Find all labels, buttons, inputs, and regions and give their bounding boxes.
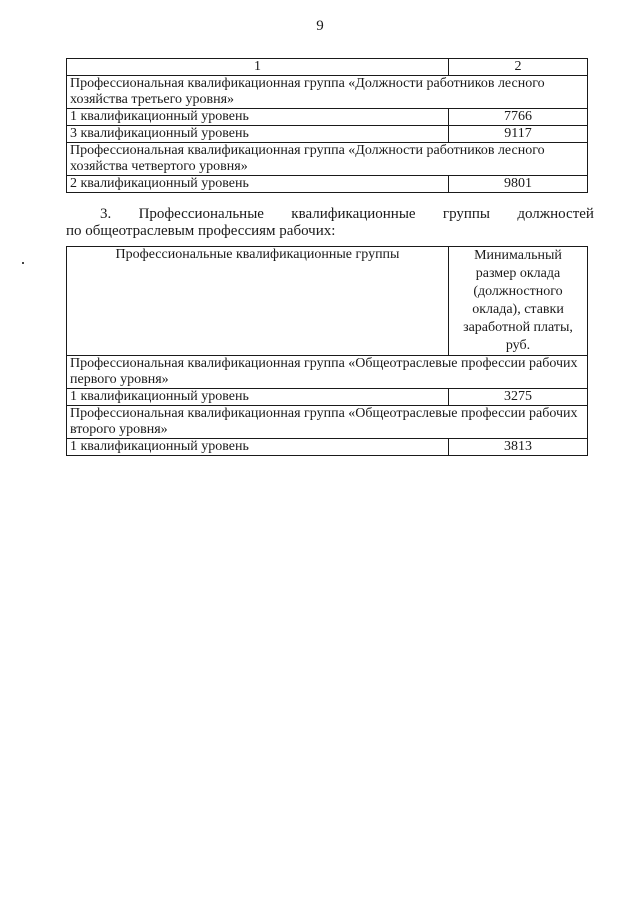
salary-table-workers: [66, 246, 588, 456]
heading-word: Профессиональные: [138, 206, 264, 222]
header-line: заработной платы,: [463, 320, 573, 335]
header-line: размер оклада: [475, 266, 561, 281]
table-row: [67, 356, 588, 389]
salary-table-forestry: [66, 58, 588, 193]
heading-line-2: по общеотраслевым профессиям рабочих:: [66, 223, 336, 239]
section-3-heading: [66, 206, 594, 240]
page-number: 9: [316, 18, 324, 34]
level-label: 2 квалификационный уровень: [67, 176, 449, 193]
level-label: 1 квалификационный уровень: [67, 389, 449, 406]
table-row: [67, 176, 588, 193]
header-line: руб.: [505, 338, 531, 353]
salary-value: 3275: [449, 389, 588, 406]
group-title: Профессиональная квалификационная группа «Должности работников лесного хозяйства третьего уровня»: [67, 76, 588, 109]
salary-value: 3813: [449, 439, 588, 456]
salary-value: 7766: [449, 109, 588, 126]
column-header-groups: Профессиональные квалификационные группы: [67, 247, 449, 356]
level-label: 3 квалификационный уровень: [67, 126, 449, 143]
column-number-2: 2: [449, 59, 588, 76]
group-title: Профессиональная квалификационная группа «Общеотраслевые профессии рабочих второго уровня»: [67, 406, 588, 439]
table-row: [67, 109, 588, 126]
header-line: Минимальный: [474, 248, 562, 263]
level-label: 1 квалификационный уровень: [67, 109, 449, 126]
margin-dot: [22, 262, 24, 264]
table-row: [67, 439, 588, 456]
group-title: Профессиональная квалификационная группа «Должности работников лесного хозяйства четвертого уровня»: [67, 143, 588, 176]
table-row: [67, 143, 588, 176]
header-line: оклада), ставки: [472, 302, 564, 317]
section-number: 3.: [100, 206, 112, 222]
table-row: [67, 389, 588, 406]
group-title: Профессиональная квалификационная группа «Общеотраслевые профессии рабочих первого уровня»: [67, 356, 588, 389]
table-row: [67, 126, 588, 143]
column-number-1: 1: [67, 59, 449, 76]
level-label: 1 квалификационный уровень: [67, 439, 449, 456]
column-header-salary: [449, 247, 588, 356]
table-header-row: [67, 59, 588, 76]
salary-value: 9801: [449, 176, 588, 193]
table-row: [67, 76, 588, 109]
heading-word: группы: [442, 206, 491, 222]
table-header-row: [67, 247, 588, 356]
salary-value: 9117: [449, 126, 588, 143]
heading-word: квалификационные: [291, 206, 416, 222]
table-row: [67, 406, 588, 439]
header-line: (должностного: [473, 284, 563, 299]
heading-word: должностей: [517, 206, 594, 222]
